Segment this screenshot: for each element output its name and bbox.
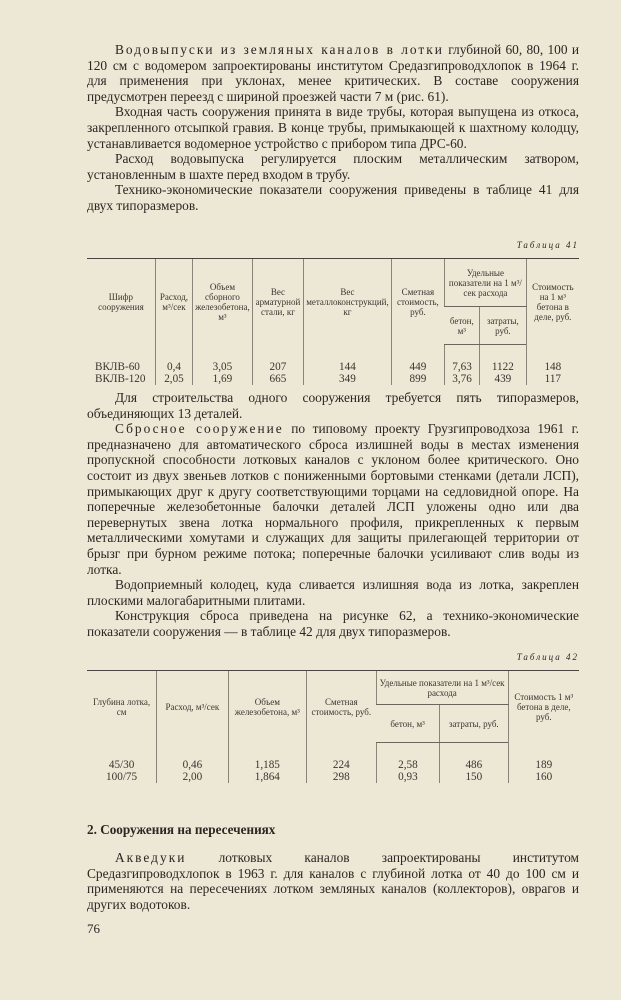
column-header: затраты, руб. — [440, 705, 508, 743]
column-header: Глубина лотка, см — [87, 671, 157, 743]
paragraph: Конструкция сброса приведена на рисунке 62, а технико-экономические показатели сооружения — в таблице 42 для двух типоразмеров. — [87, 608, 579, 639]
cell: 3,76 — [445, 373, 480, 385]
spaced-lead: Сбросное сооружение — [115, 421, 284, 437]
spaced-lead: Акведуки — [115, 850, 187, 865]
cell: 349 — [304, 373, 392, 385]
middle-text — [87, 390, 579, 640]
paragraph: Для строительства одного сооружения требуется пять типоразмеров, объединяющих 13 деталей. — [87, 390, 579, 421]
column-header: Стоимость 1 м³ бетона в деле, руб. — [508, 671, 579, 743]
section-heading: 2. Сооружения на пересечениях — [87, 822, 276, 837]
intro-text — [87, 42, 579, 214]
cell: 144 — [304, 345, 392, 374]
cell: 439 — [480, 373, 527, 385]
column-header: Стоимость на 1 м³ бетона в деле, руб. — [526, 259, 579, 345]
paragraph-text: по типовому проекту Грузгипроводхоза 1961 г. предназначено для автоматического сброса излишней воды в местах изменения пропускной способности лотковых каналов с уклоном более критического. Оно состоит из двух звеньев лотков с пониженными бортовыми стенками (детали ЛСП), примыкающих друг к другу соответствующими торцами на седловидной опоре. На поперечные железобетонные балочки деталей ЛСП уложены одно или два перевернутых звена лотка нормального профиля, прикрепленных к первым металлическими хомутами и служащих для защиты прилегающей территории от брызг при бурном режиме потока; поперечные балочки усиливают слив воды из лотка. — [87, 421, 579, 577]
cell: 1,69 — [193, 373, 253, 385]
paragraph — [87, 42, 579, 104]
table-caption: Таблица 42 — [516, 652, 579, 662]
column-header: Объем сборного железобетона, м³ — [193, 259, 253, 345]
cell: 298 — [306, 771, 376, 783]
section-text — [87, 850, 579, 912]
cell: 160 — [508, 771, 579, 783]
table-caption: Таблица 41 — [516, 240, 579, 250]
cell: 449 — [391, 345, 444, 374]
paragraph — [87, 850, 579, 912]
table-row — [87, 345, 579, 374]
cell: 7,63 — [445, 345, 480, 374]
paragraph: Водоприемный колодец, куда сливается излишняя вода из лотка, закреплен плоскими малогабаритными плитами. — [87, 577, 579, 608]
cell: 2,05 — [155, 373, 192, 385]
cell: 2,58 — [376, 743, 439, 772]
column-group-header: Удельные показатели на 1 м³/сек расхода — [376, 671, 508, 705]
cell: 665 — [252, 373, 303, 385]
paragraph-text: лотковых каналов запроектированы институтом Средазгипроводхлопок в 1963 г. для каналов с глубиной лотка от 40 до 100 см и применяются на пересечениях лотком земляных каналов (коллекторов), оврагов и других водотоков. — [87, 850, 579, 912]
cell: 100/75 — [106, 771, 138, 783]
table-row — [87, 743, 579, 772]
table-row — [87, 373, 579, 385]
paragraph — [87, 421, 579, 577]
column-group-header: Удельные показатели на 1 м³/сек расхода — [445, 259, 527, 307]
cell: 1122 — [480, 345, 527, 374]
cell: 207 — [252, 345, 303, 374]
cell: 0,46 — [157, 743, 228, 772]
column-header: бетон, м³ — [376, 705, 439, 743]
paragraph: Технико-экономические показатели сооружения приведены в таблице 41 для двух типоразмеров. — [87, 182, 579, 213]
cell: ВКЛВ-120 — [95, 373, 146, 385]
cell: 486 — [440, 743, 508, 772]
table-42 — [87, 670, 579, 783]
cell: 224 — [306, 743, 376, 772]
table-41 — [87, 258, 579, 385]
column-header: Объем железобетона, м³ — [228, 671, 306, 743]
cell: 1,864 — [228, 771, 306, 783]
cell: 3,05 — [193, 345, 253, 374]
column-header: затраты, руб. — [480, 307, 527, 345]
column-header: Расход, м³/сек — [157, 671, 228, 743]
cell: 1,185 — [228, 743, 306, 772]
cell: 45/30 — [108, 758, 135, 771]
cell: 899 — [391, 373, 444, 385]
paragraph: Расход водовыпуска регулируется плоским металлическим затвором, установленным в шахте перед входом в трубу. — [87, 151, 579, 182]
column-header: Вес арматурной стали, кг — [252, 259, 303, 345]
spaced-lead: Водовыпуски из земляных каналов в лотки — [115, 42, 444, 57]
cell: ВКЛВ-60 — [95, 360, 140, 373]
column-header: Сметная стоимость, руб. — [391, 259, 444, 345]
cell: 148 — [526, 345, 579, 374]
cell: 189 — [508, 743, 579, 772]
cell: 0,4 — [155, 345, 192, 374]
page-number: 76 — [87, 921, 100, 936]
column-header: Шифр сооружения — [87, 259, 155, 345]
cell: 117 — [526, 373, 579, 385]
table-row — [87, 771, 579, 783]
cell: 0,93 — [376, 771, 439, 783]
column-header: бетон, м³ — [445, 307, 480, 345]
paragraph: Входная часть сооружения принята в виде трубы, которая выпущена из откоса, закрепленного отсыпкой гравия. В конце трубы, примыкающей к шахтному колодцу, устанавливается водомерное устройство с прибором типа ДРС-60. — [87, 104, 579, 151]
cell: 150 — [440, 771, 508, 783]
paragraph-text: глубиной 60, 80, 100 и 120 см с водомером запроектированы институтом Средазгипроводхлопок в 1964 г. для применения при уклонах, менее критических. В составе сооружения предусмотрен переезд с шириной проезжей части 7 м (рис. 61). — [87, 42, 579, 104]
column-header: Сметная стоимость, руб. — [306, 671, 376, 743]
cell: 2,00 — [157, 771, 228, 783]
column-header: Расход, м³/сек — [155, 259, 192, 345]
column-header: Вес металлоконструкций, кг — [304, 259, 392, 345]
